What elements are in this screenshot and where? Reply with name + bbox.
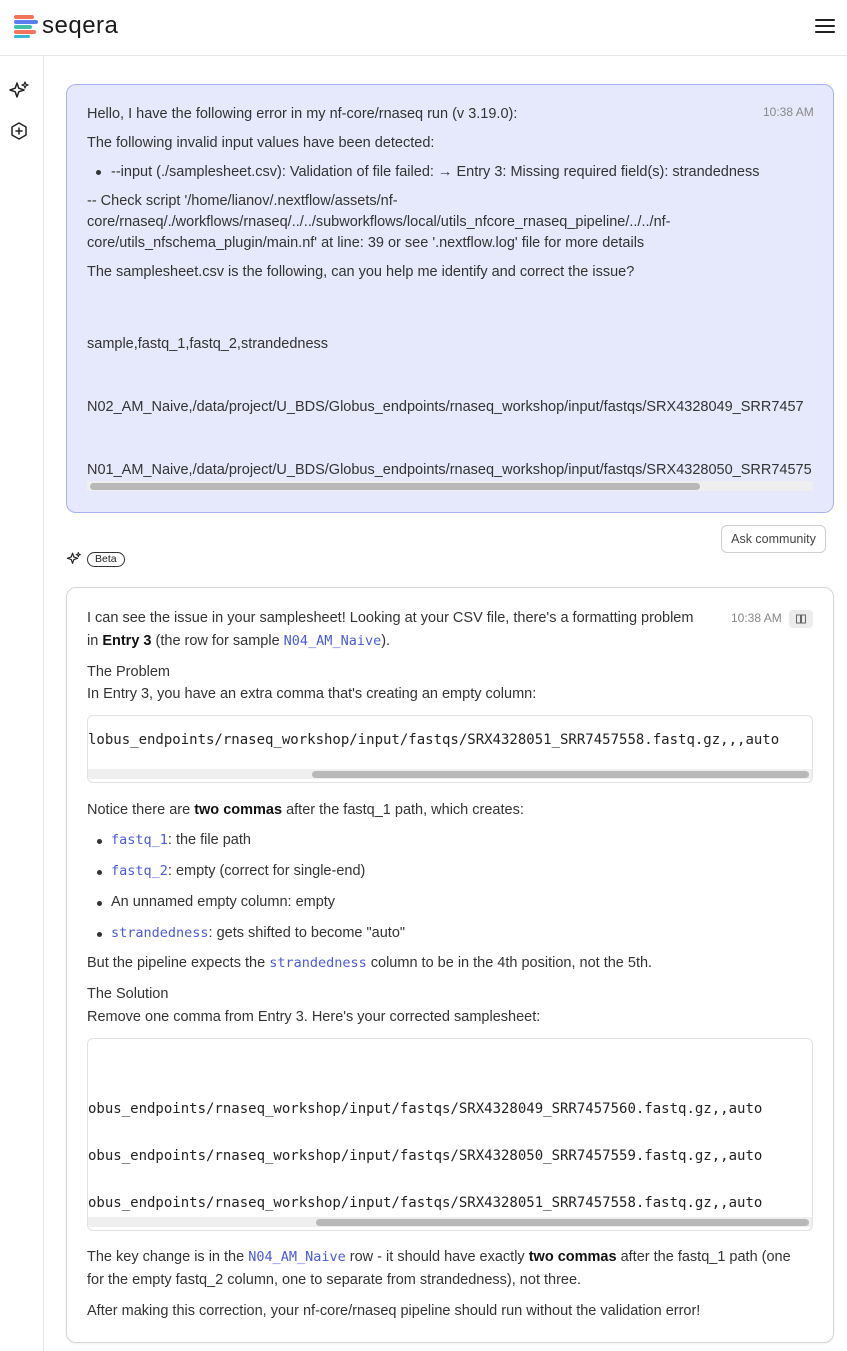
user-intro: The following invalid input values have been detected: bbox=[87, 135, 435, 151]
copy-icon bbox=[789, 610, 813, 628]
key-change-text-2: for the empty fastq_2 column, one to separate from strandedness), not three. bbox=[87, 1272, 582, 1288]
user-check-line-3: core/utils_nfschema_plugin/main.nf' at line: 39 or see '.nextflow.log' file for more details bbox=[87, 235, 645, 251]
ask-community-button[interactable]: Ask community bbox=[721, 525, 826, 553]
assistant-intro-line-1: I can see the issue in your samplesheet! Looking at your CSV file, there's a formatting problem bbox=[87, 610, 694, 626]
bullet-dot bbox=[97, 839, 102, 844]
list-item: fastq_2: empty (correct for single-end) bbox=[111, 863, 366, 879]
user-question: The samplesheet.csv is the following, can you help me identify and correct the issue? bbox=[87, 264, 635, 280]
bullet-dot bbox=[96, 170, 101, 175]
solution-code bbox=[88, 1071, 779, 1231]
user-check-line-1: -- Check script '/home/lianov/.nextflow/assets/nf- bbox=[87, 193, 398, 209]
app-name: seqera bbox=[42, 12, 119, 39]
problem-text: In Entry 3, you have an extra comma that's creating an empty column: bbox=[87, 686, 537, 702]
list-item: fastq_1: the file path bbox=[111, 832, 251, 848]
expects-text: But the pipeline expects the strandedness column to be in the 4th position, not the 5th. bbox=[87, 955, 653, 971]
list-item: An unnamed empty column: empty bbox=[111, 894, 336, 910]
scrollbar-thumb[interactable] bbox=[90, 483, 700, 490]
bullet-dot bbox=[97, 901, 102, 906]
code-line: obus_endpoints/rnaseq_workshop/input/fastqs/SRX4328049_SRR7457560.fastq.gz,,auto bbox=[88, 1101, 763, 1118]
sparkles-icon[interactable] bbox=[8, 80, 30, 102]
code-horizontal-scrollbar[interactable] bbox=[88, 769, 813, 779]
code-line: obus_endpoints/rnaseq_workshop/input/fastqs/SRX4328051_SRR7457558.fastq.gz,,auto bbox=[88, 1194, 763, 1211]
user-csv-block bbox=[87, 292, 813, 513]
sidebar bbox=[0, 56, 44, 1351]
csv-horizontal-scrollbar[interactable] bbox=[87, 481, 813, 491]
user-error-bullet: --input (./samplesheet.csv): Validation of file failed: → Entry 3: Missing required field(s): strandedness bbox=[111, 164, 760, 180]
problem-code-block bbox=[87, 715, 813, 783]
assistant-header bbox=[66, 551, 125, 567]
scrollbar-thumb[interactable] bbox=[316, 1219, 809, 1226]
list-item: strandedness: gets shifted to become "auto" bbox=[111, 925, 406, 941]
assistant-sparkles-icon bbox=[66, 551, 82, 567]
seqera-logo-icon bbox=[14, 14, 38, 38]
solution-heading: The Solution bbox=[87, 986, 169, 1002]
solution-code-block bbox=[87, 1038, 813, 1231]
notice-text: Notice there are two commas after the fastq_1 path, which creates: bbox=[87, 802, 524, 818]
user-message-time: 10:38 AM bbox=[763, 105, 814, 119]
assistant-message bbox=[66, 587, 834, 1343]
user-check-line-2: core/rnaseq/./workflows/rnaseq/../../subworkflows/local/utils_nfcore_rnaseq_pipeline/../../nf- bbox=[87, 214, 671, 230]
assistant-message-time: 10:38 AM bbox=[731, 611, 782, 625]
top-bar bbox=[0, 0, 847, 56]
seqera-logo[interactable] bbox=[14, 14, 118, 38]
menu-icon[interactable] bbox=[815, 18, 835, 34]
problem-code: lobus_endpoints/rnaseq_workshop/input/fastqs/SRX4328051_SRR7457558.fastq.gz,,,auto bbox=[88, 732, 780, 748]
csv-line: N02_AM_Naive,/data/project/U_BDS/Globus_endpoints/rnaseq_workshop/input/fastqs/SRX4328049_SRR7457 bbox=[87, 399, 804, 415]
scrollbar-thumb[interactable] bbox=[312, 771, 809, 778]
problem-heading: The Problem bbox=[87, 664, 171, 680]
csv-line: N01_AM_Naive,/data/project/U_BDS/Globus_endpoints/rnaseq_workshop/input/fastqs/SRX4328050_SRR74575 bbox=[87, 462, 812, 478]
user-message bbox=[66, 84, 834, 513]
code-horizontal-scrollbar[interactable] bbox=[88, 1217, 813, 1227]
add-chat-icon[interactable] bbox=[8, 120, 30, 142]
bullet-dot bbox=[97, 870, 102, 875]
user-greeting: Hello, I have the following error in my nf-core/rnaseq run (v 3.19.0): bbox=[87, 106, 518, 122]
closing-text: After making this correction, your nf-core/rnaseq pipeline should run without the validation error! bbox=[87, 1303, 701, 1319]
sample-name-code: N04_AM_Naive bbox=[283, 633, 382, 649]
chat-area bbox=[44, 56, 847, 1351]
code-line: obus_endpoints/rnaseq_workshop/input/fastqs/SRX4328050_SRR7457559.fastq.gz,,auto bbox=[88, 1147, 763, 1164]
solution-text: Remove one comma from Entry 3. Here's your corrected samplesheet: bbox=[87, 1009, 541, 1025]
beta-badge: Beta bbox=[87, 552, 125, 567]
key-change-text: The key change is in the N04_AM_Naive row - it should have exactly two commas after the fastq_1 path (one bbox=[87, 1249, 791, 1265]
assistant-intro-line-2: in Entry 3 (the row for sample N04_AM_Naive). bbox=[87, 633, 391, 649]
bullet-dot bbox=[97, 932, 102, 937]
copy-button[interactable] bbox=[789, 610, 813, 628]
csv-line: sample,fastq_1,fastq_2,strandedness bbox=[87, 336, 329, 352]
